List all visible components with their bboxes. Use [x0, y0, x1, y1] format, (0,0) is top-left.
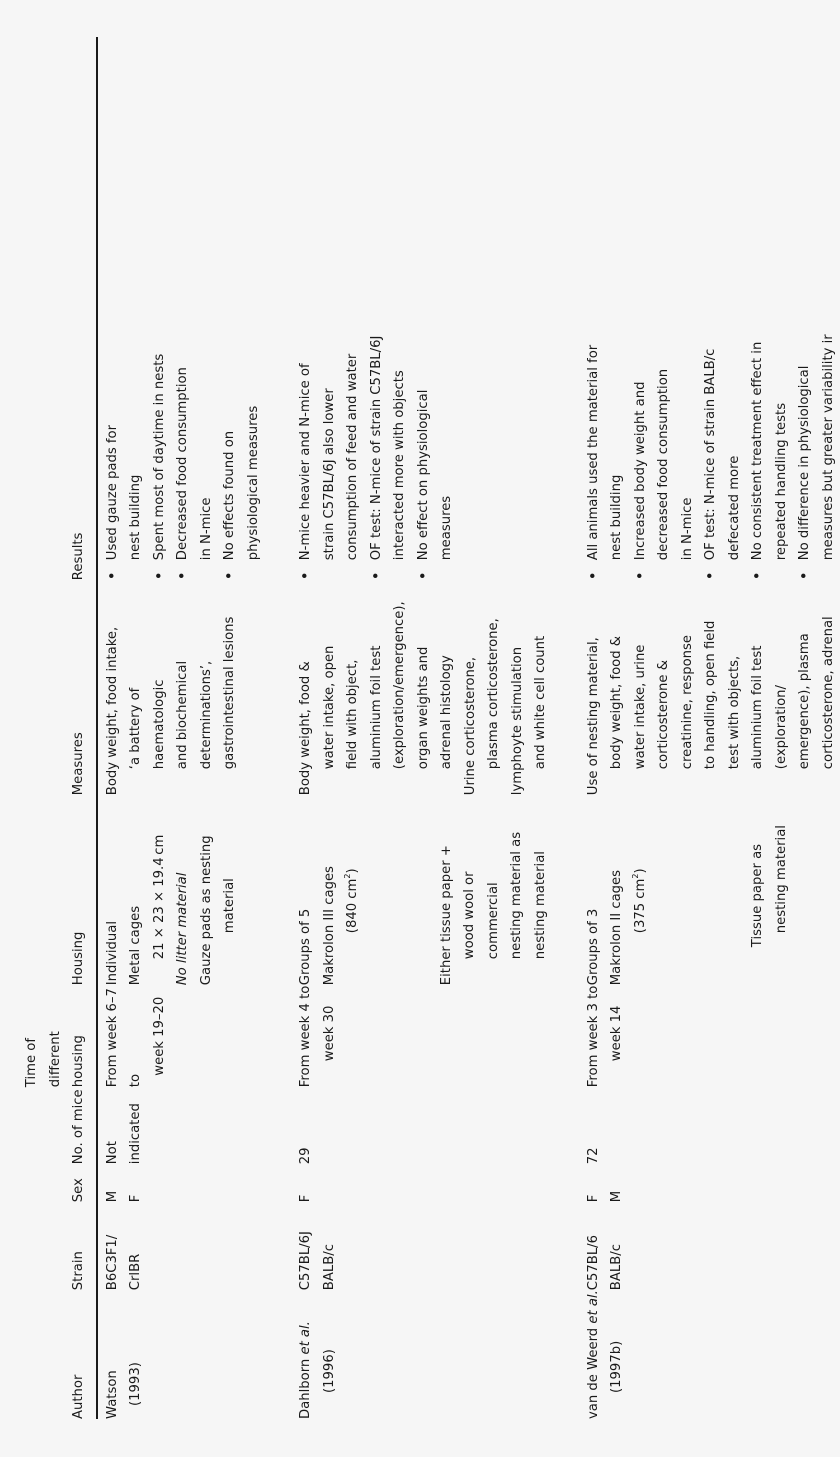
housing-studies-table	[20, 37, 840, 1419]
measures-line: to handling, open field	[703, 620, 718, 770]
result-text: decreased food consumption	[656, 368, 671, 561]
result-text: measures	[439, 495, 454, 561]
measures-line: creatinine, response	[679, 635, 695, 770]
measures-line: Body weight, food &	[298, 661, 313, 796]
cell-measures	[291, 580, 553, 795]
result-text: • No consistent treatment effect in	[750, 341, 765, 561]
housing-line: Makrolon II cages	[609, 869, 624, 986]
result-item	[294, 37, 365, 580]
measures-line: ‘a battery of	[128, 687, 143, 770]
result-text: • Spent most of daytime in nests	[151, 353, 167, 561]
cell-strain	[291, 1202, 553, 1290]
housing-line: 21 × 23 × 19.4 cm	[151, 834, 167, 960]
result-text: • OF test: N-mice of strain C57BL/6J	[368, 335, 384, 561]
result-text: • N-mice heavier and N-mice of	[298, 363, 313, 561]
measures-line: adrenal histology	[439, 655, 454, 770]
cell-measures	[579, 580, 840, 795]
sex-line: F	[585, 1194, 601, 1203]
time-line: week 14	[609, 1005, 624, 1062]
cell-num-mice	[579, 1087, 840, 1164]
results-list	[582, 37, 840, 580]
result-item	[746, 37, 793, 580]
author-name-line	[294, 1290, 318, 1419]
measures-line: test with objects,	[726, 655, 742, 770]
housing-line: nesting material	[532, 851, 548, 960]
result-text: strain C57BL/6J also lower	[321, 388, 337, 561]
housing-area-close: )	[632, 868, 648, 874]
cell-sex	[579, 1164, 840, 1202]
strain-line: BALB/c	[609, 1244, 624, 1291]
cell-results	[291, 37, 553, 580]
table-header-row	[20, 37, 97, 1419]
result-item	[699, 37, 746, 580]
housing-line: wood wool or commercial	[462, 871, 501, 960]
table-row	[579, 37, 840, 1419]
results-list	[294, 37, 459, 580]
cell-time	[579, 985, 840, 1087]
measures-line: body weight, food &	[609, 635, 624, 770]
cell-housing	[97, 795, 266, 985]
author-year: (1996)	[321, 1349, 337, 1393]
result-item	[171, 37, 218, 580]
cell-time	[291, 985, 553, 1087]
sex-line: M	[104, 1190, 120, 1203]
header-num-mice: No. of mice	[20, 1087, 97, 1164]
measures-line: (exploration/	[773, 685, 789, 770]
cell-author	[291, 1290, 553, 1419]
housing-area-line	[341, 795, 365, 985]
cell-author	[579, 1290, 840, 1419]
cell-num-mice	[291, 1087, 553, 1164]
superscript: 2	[630, 873, 640, 879]
result-item	[101, 37, 148, 580]
result-text: • No effects found on	[222, 430, 237, 561]
sex-line: F	[298, 1194, 313, 1203]
measures-line: Urine corticosterone,	[462, 656, 478, 796]
cell-strain	[97, 1202, 266, 1290]
result-text: • No difference in physiological	[797, 365, 812, 561]
housing-line: Either tissue paper +	[438, 845, 454, 986]
housing-line: Groups of 3	[585, 908, 601, 986]
result-item	[365, 37, 412, 580]
result-item	[218, 37, 265, 580]
measures-line: water intake, urine	[632, 644, 648, 770]
housing-line: nesting material as	[509, 831, 524, 960]
housing-area: (375 cm	[632, 878, 648, 934]
result-text: consumption of feed and water	[345, 353, 360, 561]
result-text: defecated more	[726, 455, 742, 561]
housing-line: nesting material	[773, 825, 789, 934]
result-text: interacted more with objects	[392, 370, 407, 561]
measures-line: (exploration/emergence),	[392, 601, 407, 770]
author-name: Dahlborn	[298, 1358, 313, 1419]
result-text: • All animals used the material for	[585, 344, 601, 561]
header-results: Results	[20, 37, 97, 580]
time-line: week 30	[321, 1005, 337, 1062]
cell-results	[97, 37, 266, 580]
measures-line: lymphoyte stimulation	[509, 646, 525, 796]
author-etal: et al.	[298, 1321, 313, 1355]
result-text: • OF test: N-mice of strain BALB/c	[703, 348, 718, 561]
housing-line: Metal cages	[128, 905, 143, 986]
result-text: • Increased body weight and	[632, 381, 648, 561]
cell-sex	[291, 1164, 553, 1202]
housing-line: No litter material	[175, 872, 190, 986]
num-line: indicated	[128, 1103, 143, 1165]
num-line: Not	[104, 1141, 120, 1165]
author-name-line	[582, 1290, 606, 1419]
author-year: (1997b)	[609, 1340, 624, 1393]
header-time-line: housing	[71, 1035, 86, 1088]
result-text: nest building	[609, 474, 624, 561]
result-text: nest building	[128, 474, 143, 561]
strain-line: B6C3F1/	[104, 1234, 120, 1291]
measures-line: haematologic	[151, 679, 167, 770]
housing-area-close: )	[345, 868, 360, 874]
measures-line: plasma corticosterone,	[486, 618, 501, 770]
header-measures: Measures	[20, 580, 97, 795]
result-item	[629, 37, 700, 580]
cell-measures	[97, 580, 266, 795]
sex-line: M	[609, 1190, 624, 1203]
cell-num-mice	[97, 1087, 266, 1164]
measures-line: and biochemical	[175, 660, 190, 770]
result-text: repeated handling tests	[773, 402, 789, 561]
result-item	[148, 37, 172, 580]
result-text: • No effect on physiological	[415, 389, 431, 561]
cell-results	[579, 37, 840, 580]
time-line: From week 3 to	[585, 985, 601, 1088]
housing-line: Tissue paper as	[750, 843, 765, 948]
measures-line: water intake, open	[321, 645, 337, 770]
result-item	[582, 37, 629, 580]
author-etal: et al.	[585, 1290, 601, 1324]
cell-strain	[579, 1202, 840, 1290]
time-line: week 19–20	[151, 996, 167, 1076]
cell-housing	[579, 795, 840, 985]
result-text: in N-mice	[198, 497, 214, 561]
result-text: physiological measures	[245, 405, 261, 561]
result-text: in N-mice	[679, 497, 695, 561]
sex-line: F	[128, 1194, 143, 1203]
measures-line: corticosterone, adrenal	[820, 616, 836, 770]
measures-line: field with object,	[345, 659, 360, 770]
num-line: 29	[298, 1147, 313, 1165]
author-year: (1993)	[128, 1362, 143, 1406]
author-name: Watson	[104, 1370, 120, 1419]
measures-line: Body weight, food intake,	[104, 626, 120, 796]
result-text: • Decreased food consumption	[175, 367, 190, 561]
table-row	[291, 37, 553, 1419]
result-text: • Used gauze pads for	[104, 424, 120, 561]
housing-line: Gauze pads as nesting	[198, 835, 214, 986]
results-list	[101, 37, 266, 580]
header-strain: Strain	[20, 1202, 97, 1290]
housing-line: Individual	[104, 920, 120, 986]
housing-area-line	[629, 795, 653, 985]
housing-line: Makrolon III cages	[321, 866, 337, 986]
result-item	[793, 37, 840, 580]
header-time-line: different	[47, 1031, 63, 1088]
result-item	[412, 37, 459, 580]
header-sex: Sex	[20, 1164, 97, 1202]
strain-line: C57BL/6	[585, 1234, 601, 1291]
author-name: van de Weerd	[585, 1327, 601, 1419]
measures-line: gastrointestinal lesions	[222, 616, 237, 770]
measures-line: and white cell count	[533, 635, 548, 770]
cell-housing	[291, 795, 553, 985]
housing-line: Groups of 5	[298, 908, 313, 986]
housing-line: material	[222, 878, 237, 934]
num-line: 72	[585, 1147, 601, 1165]
measures-line: organ weights and	[415, 646, 431, 770]
header-housing: Housing	[20, 795, 97, 985]
cell-author	[97, 1290, 266, 1419]
strain-line: CrlBR	[128, 1253, 143, 1291]
measures-line: determinations’,	[198, 660, 214, 770]
header-time-line: Time of	[24, 1038, 39, 1088]
measures-line: Use of nesting material,	[585, 637, 601, 796]
superscript: 2	[343, 873, 352, 879]
housing-area: (840 cm	[345, 878, 360, 934]
measures-line: emergence), plasma	[797, 633, 812, 770]
measures-line: aluminium foil test	[750, 645, 765, 770]
strain-line: C57BL/6J	[298, 1231, 313, 1291]
time-line: From week 4 to	[298, 985, 313, 1088]
result-text: measures but greater variability ir	[820, 334, 836, 561]
header-author: Author	[20, 1290, 97, 1419]
cell-time	[97, 985, 266, 1087]
table-row	[97, 37, 266, 1419]
time-line: From week 6–7 to	[104, 988, 143, 1088]
measures-line: aluminium foil test	[368, 645, 384, 770]
measures-line: corticosterone &	[656, 660, 671, 770]
header-time	[20, 985, 97, 1087]
cell-sex	[97, 1164, 266, 1202]
strain-line: BALB/c	[321, 1244, 337, 1291]
